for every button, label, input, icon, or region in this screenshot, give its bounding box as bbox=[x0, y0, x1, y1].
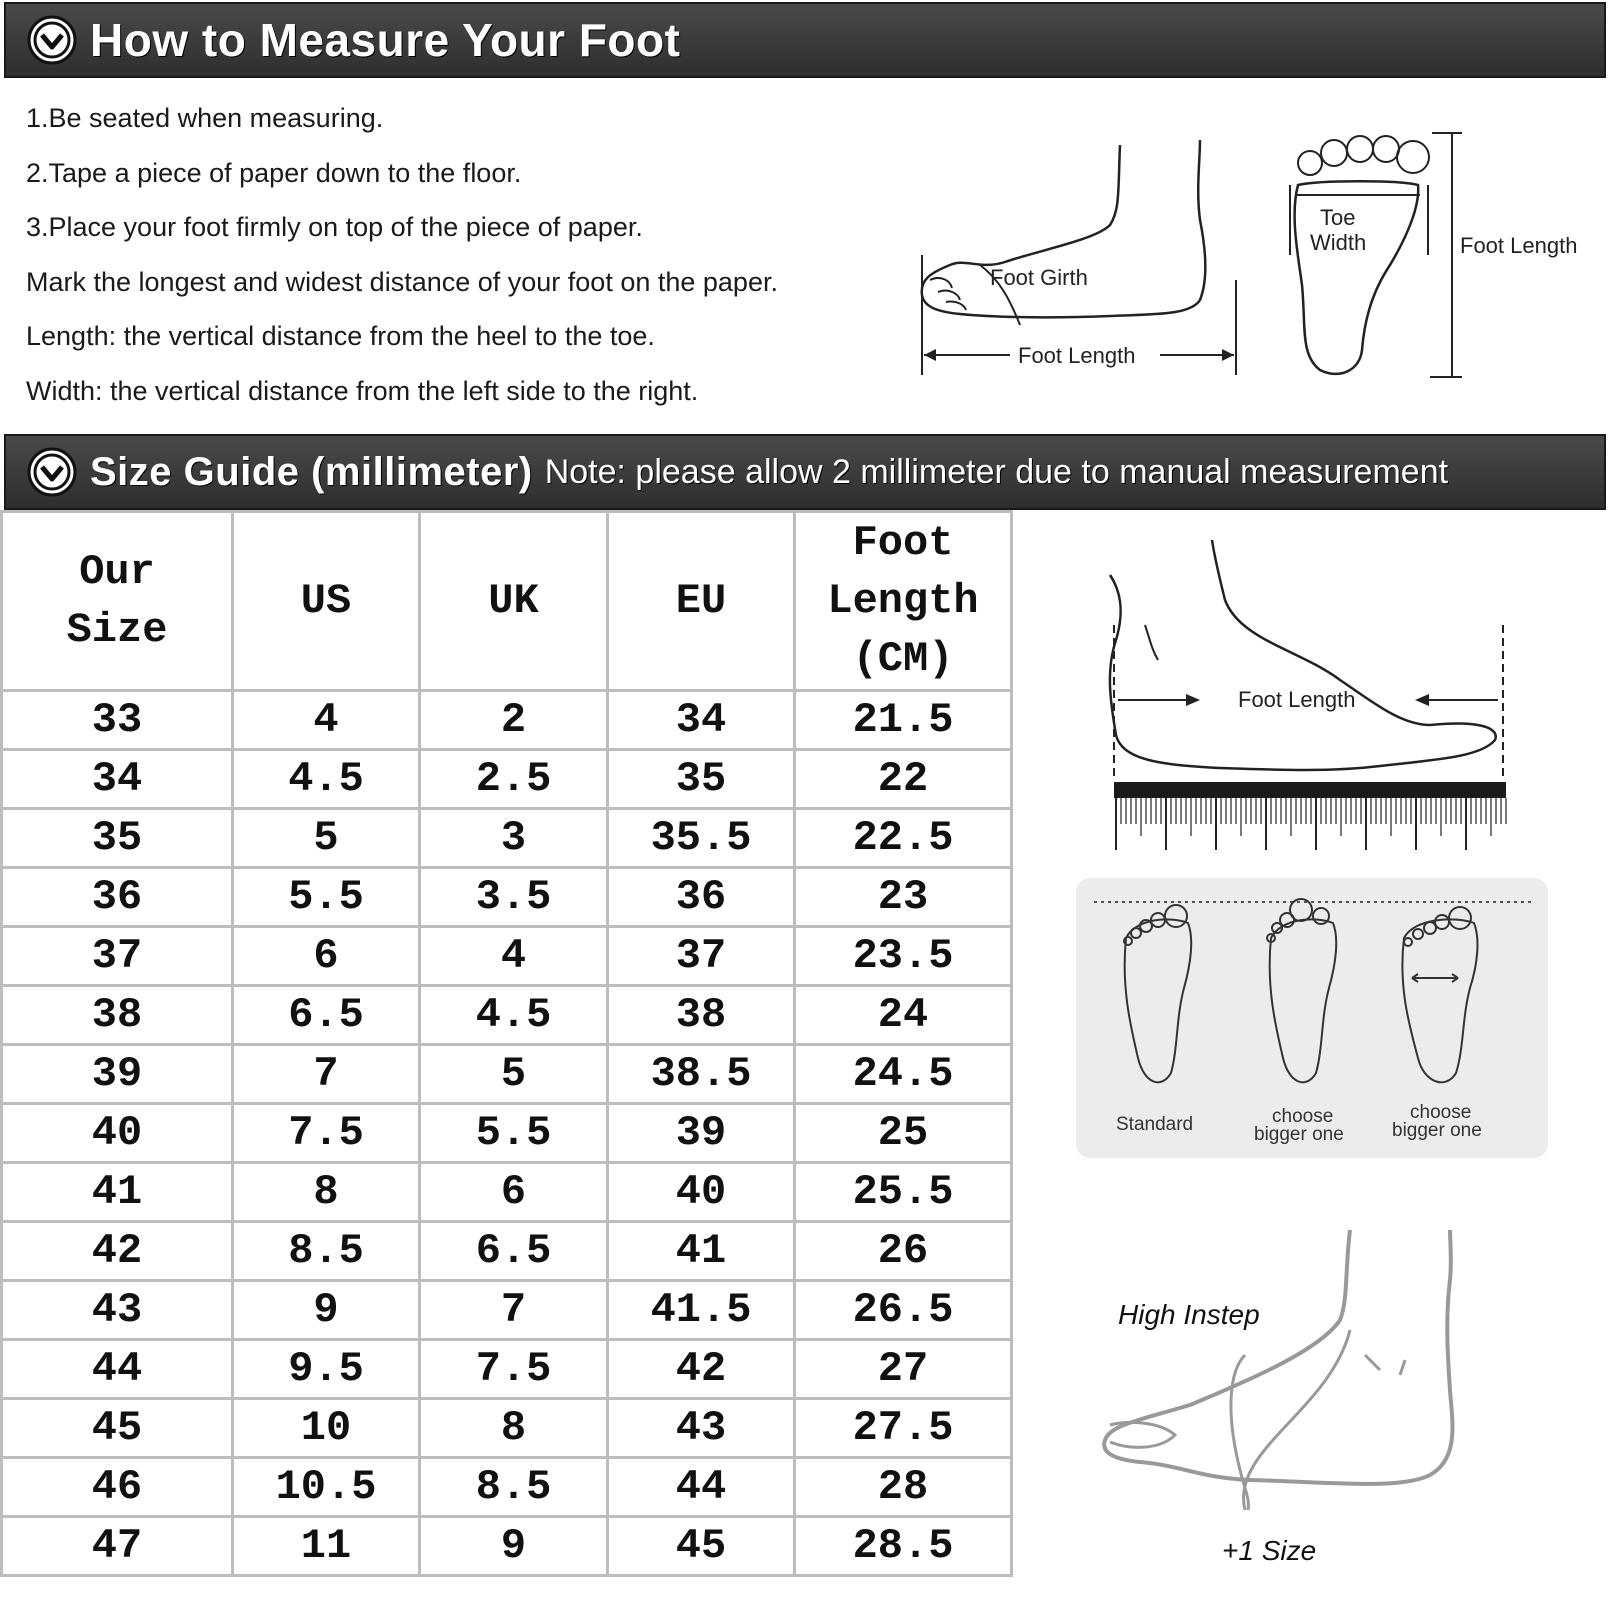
eu-size-cell: 38.5 bbox=[608, 1045, 795, 1104]
foot-length-cell: 22 bbox=[795, 750, 1012, 809]
size-table-row bbox=[2, 1340, 1012, 1399]
measure-instructions bbox=[26, 98, 906, 425]
uk-size-cell: 7.5 bbox=[420, 1340, 608, 1399]
foot-length-cell: 21.5 bbox=[795, 691, 1012, 750]
instruction-step: Mark the longest and widest distance of your foot on the paper. bbox=[26, 266, 778, 297]
standard-label: Standard bbox=[1116, 1114, 1194, 1135]
our-size-cell: 43 bbox=[2, 1281, 233, 1340]
foot-length-cell: 24.5 bbox=[795, 1045, 1012, 1104]
size-table-row bbox=[2, 750, 1012, 809]
our-size-cell: 35 bbox=[2, 809, 233, 868]
uk-size-cell: 3 bbox=[420, 809, 608, 868]
instruction-step: 3.Place your foot firmly on top of the piece of paper. bbox=[26, 212, 643, 242]
eu-size-cell: 36 bbox=[608, 868, 795, 927]
header-uk: UK bbox=[420, 512, 608, 691]
uk-size-cell: 5.5 bbox=[420, 1104, 608, 1163]
eu-size-cell: 38 bbox=[608, 986, 795, 1045]
us-size-cell: 5.5 bbox=[233, 868, 420, 927]
eu-size-cell: 41.5 bbox=[608, 1281, 795, 1340]
our-size-cell: 40 bbox=[2, 1104, 233, 1163]
uk-size-cell: 9 bbox=[420, 1517, 608, 1576]
size-table-body bbox=[2, 691, 1012, 1576]
high-instep-label: High Instep bbox=[1118, 1299, 1260, 1330]
side-foot-diagram bbox=[910, 130, 1250, 390]
foot-length-cell: 26 bbox=[795, 1222, 1012, 1281]
eu-size-cell: 34 bbox=[608, 691, 795, 750]
our-size-cell: 36 bbox=[2, 868, 233, 927]
us-size-cell: 7.5 bbox=[233, 1104, 420, 1163]
us-size-cell: 8 bbox=[233, 1163, 420, 1222]
our-size-cell: 38 bbox=[2, 986, 233, 1045]
toe-width-label-1: Toe bbox=[1320, 205, 1356, 230]
uk-size-cell: 3.5 bbox=[420, 868, 608, 927]
uk-size-cell: 7 bbox=[420, 1281, 608, 1340]
size-table-row bbox=[2, 868, 1012, 927]
foot-length-cell: 28 bbox=[795, 1458, 1012, 1517]
our-size-cell: 47 bbox=[2, 1517, 233, 1576]
instruction-step: Width: the vertical distance from the left side to the right. bbox=[26, 375, 699, 406]
our-size-cell: 44 bbox=[2, 1340, 233, 1399]
size-table-row bbox=[2, 1222, 1012, 1281]
uk-size-cell: 4.5 bbox=[420, 986, 608, 1045]
uk-size-cell: 8 bbox=[420, 1399, 608, 1458]
us-size-cell: 4 bbox=[233, 691, 420, 750]
size-table-row bbox=[2, 1517, 1012, 1576]
plus-one-size-label: +1 Size bbox=[1222, 1535, 1317, 1566]
header-foot-length: Foot Length (CM) bbox=[795, 512, 1012, 691]
size-table-row bbox=[2, 809, 1012, 868]
foot-length-cell: 28.5 bbox=[795, 1517, 1012, 1576]
chevron-down-circle-icon bbox=[26, 446, 78, 498]
size-guide-banner bbox=[4, 434, 1606, 510]
bigger-label-2b: bigger one bbox=[1392, 1120, 1482, 1141]
foot-girth-label: Foot Girth bbox=[990, 265, 1088, 290]
size-table-row bbox=[2, 1458, 1012, 1517]
our-size-cell: 41 bbox=[2, 1163, 233, 1222]
measure-title: How to Measure Your Foot bbox=[90, 14, 681, 66]
eu-size-cell: 35.5 bbox=[608, 809, 795, 868]
size-table-row bbox=[2, 1281, 1012, 1340]
instruction-step: 2.Tape a piece of paper down to the floor. bbox=[26, 157, 522, 188]
toe-width-label-2: Width bbox=[1310, 230, 1367, 255]
instruction-step: Length: the vertical distance from the heel to the toe. bbox=[26, 321, 655, 351]
side-foot-length-label: Foot Length bbox=[1018, 343, 1136, 368]
ruler-foot-length-label: Foot Length bbox=[1238, 687, 1356, 712]
foot-length-cell: 27.5 bbox=[795, 1399, 1012, 1458]
uk-size-cell: 5 bbox=[420, 1045, 608, 1104]
eu-size-cell: 45 bbox=[608, 1517, 795, 1576]
our-size-cell: 33 bbox=[2, 691, 233, 750]
size-table bbox=[0, 510, 1013, 1577]
bigger-label-1b: bigger one bbox=[1254, 1124, 1344, 1145]
sole-foot-length-label: Foot Length bbox=[1460, 233, 1578, 258]
us-size-cell: 6 bbox=[233, 927, 420, 986]
uk-size-cell: 2 bbox=[420, 691, 608, 750]
size-table-row bbox=[2, 1163, 1012, 1222]
eu-size-cell: 43 bbox=[608, 1399, 795, 1458]
high-instep-diagram bbox=[1100, 1210, 1520, 1600]
us-size-cell: 10.5 bbox=[233, 1458, 420, 1517]
foot-length-cell: 26.5 bbox=[795, 1281, 1012, 1340]
us-size-cell: 6.5 bbox=[233, 986, 420, 1045]
chevron-down-circle-icon bbox=[26, 14, 78, 66]
header-our-size: Our Size bbox=[2, 512, 233, 691]
us-size-cell: 5 bbox=[233, 809, 420, 868]
size-table-row bbox=[2, 1045, 1012, 1104]
foot-length-cell: 23.5 bbox=[795, 927, 1012, 986]
foot-length-cell: 22.5 bbox=[795, 809, 1012, 868]
ruler-foot-diagram bbox=[1100, 530, 1520, 850]
bigger-label-2a: choose bbox=[1410, 1102, 1472, 1123]
uk-size-cell: 2.5 bbox=[420, 750, 608, 809]
measure-banner bbox=[4, 2, 1606, 78]
our-size-cell: 45 bbox=[2, 1399, 233, 1458]
our-size-cell: 46 bbox=[2, 1458, 233, 1517]
our-size-cell: 42 bbox=[2, 1222, 233, 1281]
our-size-cell: 34 bbox=[2, 750, 233, 809]
header-eu: EU bbox=[608, 512, 795, 691]
us-size-cell: 9 bbox=[233, 1281, 420, 1340]
instruction-step: 1.Be seated when measuring. bbox=[26, 103, 384, 133]
eu-size-cell: 41 bbox=[608, 1222, 795, 1281]
uk-size-cell: 6 bbox=[420, 1163, 608, 1222]
toe-shape-diagram bbox=[1076, 878, 1548, 1158]
eu-size-cell: 35 bbox=[608, 750, 795, 809]
us-size-cell: 8.5 bbox=[233, 1222, 420, 1281]
us-size-cell: 9.5 bbox=[233, 1340, 420, 1399]
eu-size-cell: 42 bbox=[608, 1340, 795, 1399]
eu-size-cell: 40 bbox=[608, 1163, 795, 1222]
eu-size-cell: 39 bbox=[608, 1104, 795, 1163]
eu-size-cell: 37 bbox=[608, 927, 795, 986]
foot-length-cell: 27 bbox=[795, 1340, 1012, 1399]
ruler-bar bbox=[1114, 782, 1506, 798]
header-us: US bbox=[233, 512, 420, 691]
uk-size-cell: 8.5 bbox=[420, 1458, 608, 1517]
size-table-header bbox=[2, 512, 1012, 691]
eu-size-cell: 44 bbox=[608, 1458, 795, 1517]
size-table-row bbox=[2, 1104, 1012, 1163]
us-size-cell: 7 bbox=[233, 1045, 420, 1104]
size-guide-title: Size Guide (millimeter) bbox=[90, 449, 533, 494]
us-size-cell: 4.5 bbox=[233, 750, 420, 809]
our-size-cell: 37 bbox=[2, 927, 233, 986]
our-size-cell: 39 bbox=[2, 1045, 233, 1104]
size-table-row bbox=[2, 986, 1012, 1045]
foot-length-cell: 25.5 bbox=[795, 1163, 1012, 1222]
ruler-ticks bbox=[1116, 798, 1506, 850]
uk-size-cell: 4 bbox=[420, 927, 608, 986]
foot-length-cell: 24 bbox=[795, 986, 1012, 1045]
size-table-row bbox=[2, 1399, 1012, 1458]
us-size-cell: 10 bbox=[233, 1399, 420, 1458]
size-table-row bbox=[2, 927, 1012, 986]
size-table-row bbox=[2, 691, 1012, 750]
us-size-cell: 11 bbox=[233, 1517, 420, 1576]
foot-length-cell: 23 bbox=[795, 868, 1012, 927]
size-guide-note: Note: please allow 2 millimeter due to manual measurement bbox=[544, 452, 1449, 491]
sole-diagram bbox=[1280, 125, 1610, 395]
bigger-label-1a: choose bbox=[1272, 1106, 1334, 1127]
foot-length-cell: 25 bbox=[795, 1104, 1012, 1163]
uk-size-cell: 6.5 bbox=[420, 1222, 608, 1281]
